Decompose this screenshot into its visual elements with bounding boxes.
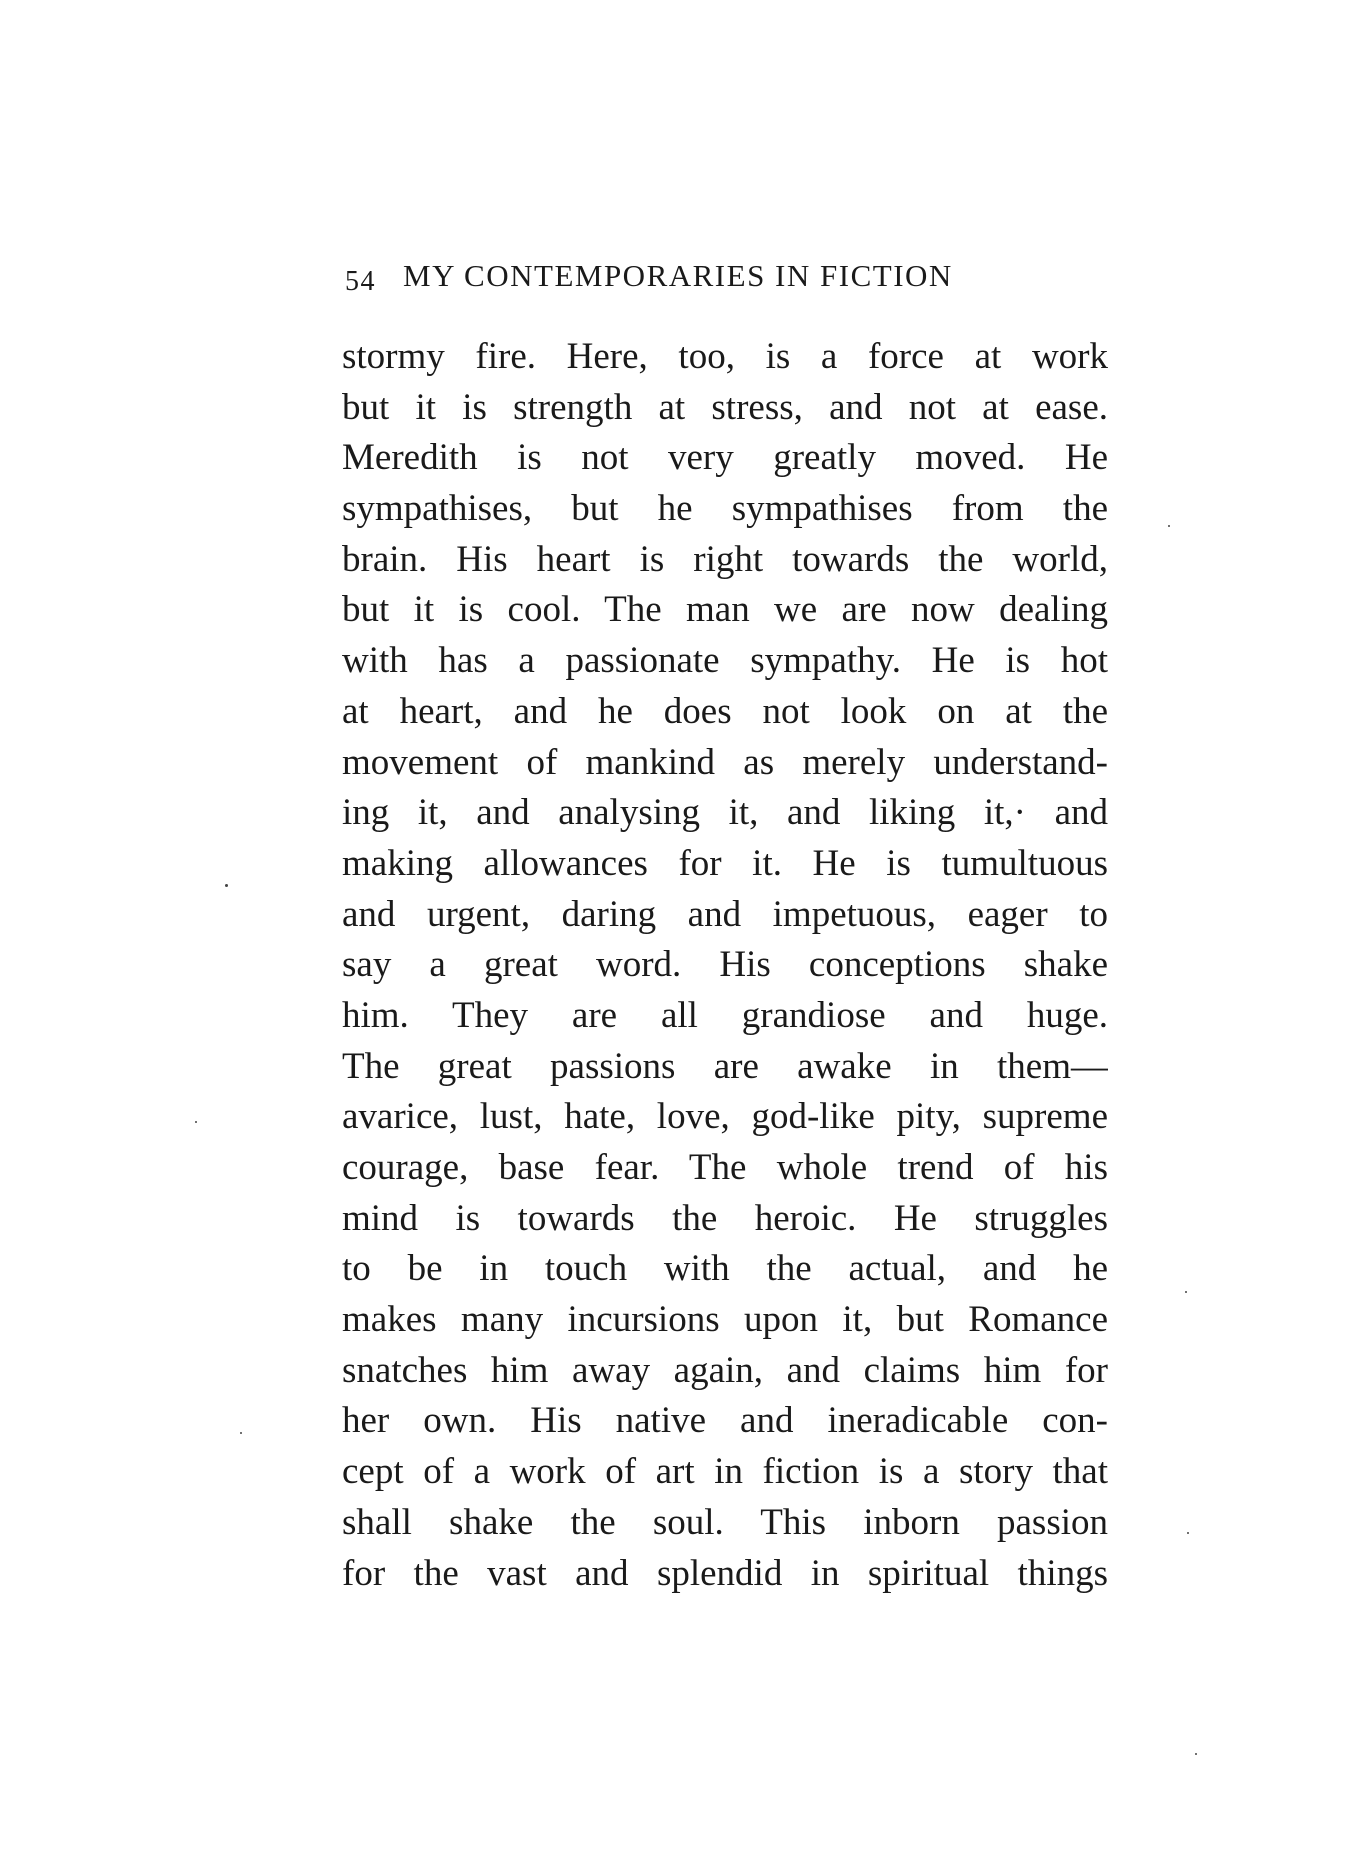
- scan-speck: [225, 884, 228, 887]
- book-title: MY CONTEMPORARIES IN FICTION: [403, 258, 953, 293]
- scan-speck: [1195, 1753, 1197, 1755]
- running-head: [345, 258, 1105, 298]
- text-line: shall shake the soul. This inborn passion: [342, 1501, 1108, 1543]
- text-line: her own. His native and ineradicable con-: [342, 1400, 1108, 1442]
- text-line: ing it, and analysing it, and liking it,· and: [342, 792, 1108, 834]
- text-line: him. They are all grandiose and huge.: [342, 994, 1108, 1036]
- text-line: say a great word. His conceptions shake: [342, 944, 1108, 986]
- body-text: [342, 332, 1108, 1599]
- text-line: stormy fire. Here, too, is a force at work: [342, 336, 1108, 377]
- text-line: courage, base fear. The whole trend of his: [342, 1147, 1108, 1188]
- text-line: but it is strength at stress, and not at ease.: [342, 386, 1108, 428]
- text-line: cept of a work of art in fiction is a story that: [342, 1451, 1108, 1493]
- scan-speck: [195, 1121, 197, 1123]
- text-line: but it is cool. The man we are now dealing: [342, 589, 1108, 631]
- text-line: makes many incursions upon it, but Romance: [342, 1299, 1108, 1341]
- text-line: sympathises, but he sympathises from the: [342, 488, 1108, 530]
- text-line: movement of mankind as merely understand-: [342, 741, 1108, 783]
- text-line: at heart, and he does not look on at the: [342, 690, 1108, 732]
- scan-speck: [1185, 1291, 1187, 1293]
- page-number: 54: [345, 266, 376, 297]
- scan-speck: [240, 1432, 242, 1434]
- scan-speck: [1187, 1532, 1189, 1534]
- text-line: Meredith is not very greatly moved. He: [342, 437, 1108, 479]
- text-line: mind is towards the heroic. He struggles: [342, 1197, 1108, 1239]
- text-line: The great passions are awake in them—: [342, 1045, 1108, 1087]
- text-line: for the vast and splendid in spiritual things: [342, 1552, 1108, 1594]
- text-line: brain. His heart is right towards the world,: [342, 538, 1108, 580]
- text-line: snatches him away again, and claims him for: [342, 1349, 1108, 1391]
- text-line: making allowances for it. He is tumultuous: [342, 842, 1108, 884]
- text-line: to be in touch with the actual, and he: [342, 1248, 1108, 1290]
- text-line: with has a passionate sympathy. He is hot: [342, 640, 1108, 682]
- scan-speck: [1168, 525, 1170, 527]
- text-line: and urgent, daring and impetuous, eager to: [342, 893, 1108, 935]
- text-line: avarice, lust, hate, love, god-like pity, supreme: [342, 1096, 1108, 1138]
